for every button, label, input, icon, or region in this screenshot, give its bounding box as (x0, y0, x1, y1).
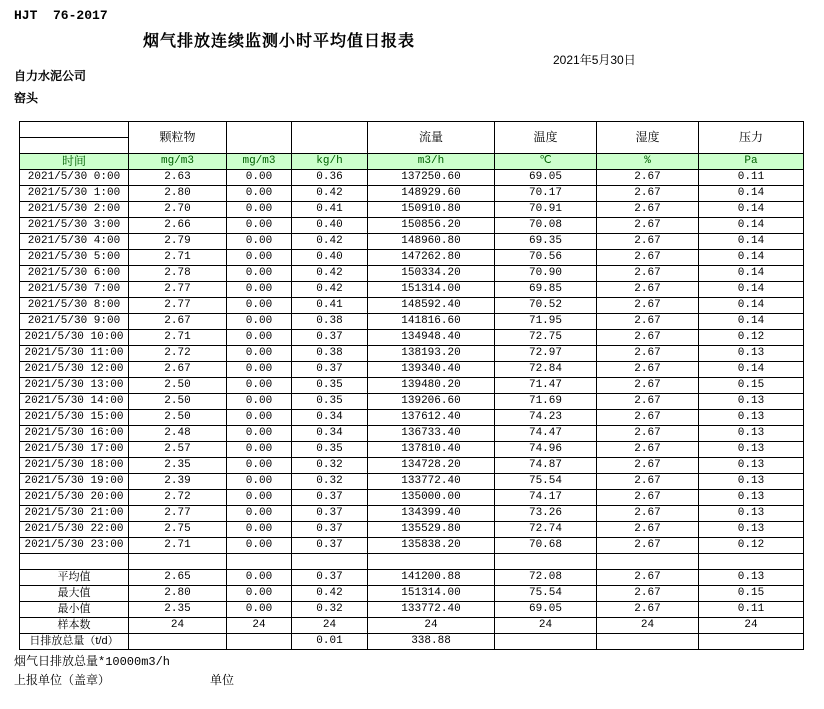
time-cell: 2021/5/30 5:00 (20, 250, 129, 266)
value-cell: 0.14 (699, 362, 804, 378)
unit-cell-time: 时间 (20, 154, 129, 170)
time-cell: 2021/5/30 13:00 (20, 378, 129, 394)
value-cell: 135000.00 (368, 490, 495, 506)
value-cell: 150334.20 (368, 266, 495, 282)
value-cell: 74.17 (495, 490, 597, 506)
data-row (20, 234, 804, 250)
value-cell: 338.88 (368, 634, 495, 650)
time-cell: 2021/5/30 15:00 (20, 410, 129, 426)
value-cell: 151314.00 (368, 586, 495, 602)
value-cell: 2.67 (129, 314, 227, 330)
value-cell: 2.50 (129, 394, 227, 410)
value-cell: 2.67 (597, 426, 699, 442)
value-cell: 2.50 (129, 410, 227, 426)
value-cell: 137250.60 (368, 170, 495, 186)
value-cell: 2.67 (597, 442, 699, 458)
value-cell: 0.00 (227, 170, 292, 186)
value-cell: 2.57 (129, 442, 227, 458)
value-cell: 70.56 (495, 250, 597, 266)
value-cell: 0.15 (699, 586, 804, 602)
value-cell: 0.41 (292, 298, 368, 314)
value-cell: 0.14 (699, 266, 804, 282)
value-cell: 2.67 (597, 522, 699, 538)
value-cell: 0.14 (699, 298, 804, 314)
time-cell: 2021/5/30 19:00 (20, 474, 129, 490)
value-cell: 0.32 (292, 602, 368, 618)
value-cell: 141200.88 (368, 570, 495, 586)
value-cell: 2.67 (597, 266, 699, 282)
value-cell: 74.47 (495, 426, 597, 442)
value-cell: 139480.20 (368, 378, 495, 394)
value-cell: 0.00 (227, 442, 292, 458)
value-cell: 2.77 (129, 506, 227, 522)
unit-cell-humidity: % (597, 154, 699, 170)
value-cell: 0.14 (699, 282, 804, 298)
value-cell: 0.00 (227, 458, 292, 474)
value-cell: 0.14 (699, 314, 804, 330)
data-row (20, 362, 804, 378)
value-cell: 2.67 (597, 234, 699, 250)
value-cell: 141816.60 (368, 314, 495, 330)
value-cell: 2.67 (597, 282, 699, 298)
value-cell: 2.67 (597, 314, 699, 330)
time-cell: 2021/5/30 21:00 (20, 506, 129, 522)
value-cell: 2.71 (129, 250, 227, 266)
data-row (20, 394, 804, 410)
value-cell: 2.78 (129, 266, 227, 282)
data-row (20, 458, 804, 474)
standard-code: HJT 76-2017 (14, 8, 108, 23)
value-cell: 2.67 (597, 490, 699, 506)
value-cell: 0.42 (292, 186, 368, 202)
value-cell: 0.35 (292, 442, 368, 458)
data-row (20, 426, 804, 442)
value-cell: 0.41 (292, 202, 368, 218)
value-cell: 24 (699, 618, 804, 634)
header-cell-pressure: 压力 (699, 122, 804, 154)
report-unit-label: 上报单位（盖章） (14, 673, 111, 687)
value-cell: 0.32 (292, 458, 368, 474)
value-cell: 2.67 (597, 394, 699, 410)
value-cell: 0.14 (699, 202, 804, 218)
value-cell: 0.37 (292, 506, 368, 522)
value-cell: 2.67 (597, 298, 699, 314)
summary-row (20, 570, 804, 586)
value-cell: 0.01 (292, 634, 368, 650)
value-cell (699, 634, 804, 650)
value-cell: 72.74 (495, 522, 597, 538)
data-row (20, 538, 804, 554)
value-cell: 0.00 (227, 266, 292, 282)
value-cell: 2.67 (597, 506, 699, 522)
data-row (20, 490, 804, 506)
value-cell: 0.13 (699, 522, 804, 538)
value-cell: 150910.80 (368, 202, 495, 218)
value-cell: 151314.00 (368, 282, 495, 298)
time-cell: 2021/5/30 0:00 (20, 170, 129, 186)
header-cell-flow: 流量 (368, 122, 495, 154)
value-cell (699, 554, 804, 570)
value-cell (227, 634, 292, 650)
value-cell: 71.95 (495, 314, 597, 330)
header-cell-blank-1 (227, 122, 292, 154)
value-cell: 0.00 (227, 586, 292, 602)
value-cell: 70.90 (495, 266, 597, 282)
value-cell: 2.66 (129, 218, 227, 234)
value-cell: 70.52 (495, 298, 597, 314)
data-row (20, 522, 804, 538)
unit-cell-particulate-conc: mg/m3 (129, 154, 227, 170)
value-cell: 70.91 (495, 202, 597, 218)
row-label-cell: 日排放总量（t/d） (20, 634, 129, 650)
data-row (20, 298, 804, 314)
value-cell: 0.00 (227, 186, 292, 202)
value-cell: 0.37 (292, 522, 368, 538)
value-cell: 0.15 (699, 378, 804, 394)
value-cell: 0.34 (292, 426, 368, 442)
value-cell: 134728.20 (368, 458, 495, 474)
value-cell: 70.08 (495, 218, 597, 234)
value-cell: 150856.20 (368, 218, 495, 234)
value-cell: 0.11 (699, 170, 804, 186)
value-cell: 24 (597, 618, 699, 634)
spacer-row (20, 554, 804, 570)
value-cell: 69.35 (495, 234, 597, 250)
data-row (20, 442, 804, 458)
time-cell: 2021/5/30 10:00 (20, 330, 129, 346)
value-cell: 0.00 (227, 298, 292, 314)
time-cell: 2021/5/30 12:00 (20, 362, 129, 378)
value-cell (227, 554, 292, 570)
value-cell: 0.36 (292, 170, 368, 186)
value-cell: 133772.40 (368, 474, 495, 490)
value-cell: 137612.40 (368, 410, 495, 426)
value-cell: 73.26 (495, 506, 597, 522)
value-cell: 0.00 (227, 474, 292, 490)
value-cell: 2.67 (597, 570, 699, 586)
header-cell-blank-2 (292, 122, 368, 154)
value-cell: 0.13 (699, 506, 804, 522)
value-cell: 0.37 (292, 538, 368, 554)
value-cell: 148592.40 (368, 298, 495, 314)
value-cell: 2.67 (597, 218, 699, 234)
unit-cell-pressure: Pa (699, 154, 804, 170)
unit-cell-conc-2: mg/m3 (227, 154, 292, 170)
time-cell: 2021/5/30 6:00 (20, 266, 129, 282)
unit-cell-rate: kg/h (292, 154, 368, 170)
value-cell: 2.67 (597, 410, 699, 426)
data-row (20, 346, 804, 362)
value-cell: 139206.60 (368, 394, 495, 410)
value-cell: 72.75 (495, 330, 597, 346)
time-cell: 2021/5/30 2:00 (20, 202, 129, 218)
value-cell: 0.13 (699, 346, 804, 362)
value-cell: 2.67 (597, 458, 699, 474)
row-label-cell: 最小值 (20, 602, 129, 618)
value-cell: 0.00 (227, 218, 292, 234)
time-cell: 2021/5/30 17:00 (20, 442, 129, 458)
value-cell: 2.80 (129, 586, 227, 602)
monitoring-point: 窑头 (14, 91, 39, 105)
value-cell: 0.35 (292, 394, 368, 410)
data-row (20, 218, 804, 234)
value-cell: 2.67 (597, 346, 699, 362)
summary-row (20, 602, 804, 618)
value-cell (495, 554, 597, 570)
value-cell: 24 (368, 618, 495, 634)
row-label-cell: 最大值 (20, 586, 129, 602)
value-cell: 2.79 (129, 234, 227, 250)
data-row (20, 186, 804, 202)
value-cell: 0.42 (292, 234, 368, 250)
time-cell: 2021/5/30 4:00 (20, 234, 129, 250)
value-cell: 75.54 (495, 586, 597, 602)
value-cell: 69.85 (495, 282, 597, 298)
value-cell: 70.68 (495, 538, 597, 554)
value-cell: 2.35 (129, 458, 227, 474)
value-cell: 133772.40 (368, 602, 495, 618)
unit-header-row (20, 154, 804, 170)
value-cell: 0.00 (227, 538, 292, 554)
summary-row (20, 618, 804, 634)
value-cell: 0.00 (227, 202, 292, 218)
value-cell: 24 (129, 618, 227, 634)
value-cell: 0.35 (292, 378, 368, 394)
time-cell: 2021/5/30 11:00 (20, 346, 129, 362)
value-cell (368, 554, 495, 570)
value-cell: 24 (227, 618, 292, 634)
data-row (20, 506, 804, 522)
report-date: 2021年5月30日 (553, 53, 636, 67)
value-cell: 2.72 (129, 490, 227, 506)
value-cell: 2.67 (597, 602, 699, 618)
value-cell: 75.54 (495, 474, 597, 490)
value-cell: 0.42 (292, 266, 368, 282)
value-cell: 0.00 (227, 426, 292, 442)
value-cell: 2.67 (597, 330, 699, 346)
time-cell: 2021/5/30 7:00 (20, 282, 129, 298)
value-cell: 0.00 (227, 250, 292, 266)
value-cell: 2.67 (597, 378, 699, 394)
value-cell: 2.67 (597, 202, 699, 218)
value-cell: 0.00 (227, 570, 292, 586)
data-row (20, 170, 804, 186)
value-cell: 2.35 (129, 602, 227, 618)
value-cell: 0.11 (699, 602, 804, 618)
value-cell: 0.37 (292, 570, 368, 586)
value-cell: 74.87 (495, 458, 597, 474)
value-cell: 0.00 (227, 394, 292, 410)
value-cell: 2.67 (597, 474, 699, 490)
value-cell: 0.13 (699, 426, 804, 442)
value-cell: 0.12 (699, 538, 804, 554)
value-cell: 2.67 (597, 362, 699, 378)
company-name: 自力水泥公司 (14, 69, 87, 83)
value-cell: 136733.40 (368, 426, 495, 442)
header-cell-temperature: 温度 (495, 122, 597, 154)
value-cell: 0.13 (699, 458, 804, 474)
value-cell: 0.32 (292, 474, 368, 490)
value-cell: 138193.20 (368, 346, 495, 362)
value-cell: 0.13 (699, 394, 804, 410)
value-cell: 0.13 (699, 570, 804, 586)
time-cell: 2021/5/30 3:00 (20, 218, 129, 234)
value-cell: 2.71 (129, 538, 227, 554)
value-cell: 0.14 (699, 250, 804, 266)
header-cell-time-bottom (20, 138, 129, 154)
value-cell: 137810.40 (368, 442, 495, 458)
value-cell: 2.67 (597, 586, 699, 602)
time-cell: 2021/5/30 20:00 (20, 490, 129, 506)
data-row (20, 314, 804, 330)
value-cell: 0.00 (227, 378, 292, 394)
value-cell: 148929.60 (368, 186, 495, 202)
value-cell (597, 634, 699, 650)
value-cell (292, 554, 368, 570)
time-cell: 2021/5/30 23:00 (20, 538, 129, 554)
value-cell: 134948.40 (368, 330, 495, 346)
value-cell: 0.00 (227, 330, 292, 346)
value-cell: 0.13 (699, 474, 804, 490)
data-row (20, 330, 804, 346)
time-cell: 2021/5/30 18:00 (20, 458, 129, 474)
time-cell: 2021/5/30 14:00 (20, 394, 129, 410)
data-row (20, 250, 804, 266)
value-cell: 2.75 (129, 522, 227, 538)
value-cell: 2.70 (129, 202, 227, 218)
time-cell: 2021/5/30 22:00 (20, 522, 129, 538)
value-cell: 0.42 (292, 282, 368, 298)
header-cell-time-top (20, 122, 129, 138)
value-cell: 0.00 (227, 282, 292, 298)
value-cell: 0.38 (292, 314, 368, 330)
value-cell: 24 (292, 618, 368, 634)
value-cell: 0.13 (699, 442, 804, 458)
time-cell: 2021/5/30 16:00 (20, 426, 129, 442)
value-cell: 2.50 (129, 378, 227, 394)
value-cell: 2.67 (597, 170, 699, 186)
value-cell: 134399.40 (368, 506, 495, 522)
value-cell: 2.67 (597, 250, 699, 266)
value-cell: 0.42 (292, 586, 368, 602)
value-cell: 0.00 (227, 602, 292, 618)
header-group-row (20, 122, 804, 138)
value-cell: 0.34 (292, 410, 368, 426)
value-cell: 139340.40 (368, 362, 495, 378)
time-cell (20, 554, 129, 570)
value-cell: 0.37 (292, 490, 368, 506)
value-cell: 2.77 (129, 282, 227, 298)
value-cell: 2.71 (129, 330, 227, 346)
value-cell: 2.72 (129, 346, 227, 362)
value-cell: 0.00 (227, 506, 292, 522)
data-row (20, 266, 804, 282)
value-cell: 24 (495, 618, 597, 634)
value-cell: 0.13 (699, 410, 804, 426)
value-cell: 0.12 (699, 330, 804, 346)
value-cell: 70.17 (495, 186, 597, 202)
data-row (20, 410, 804, 426)
value-cell: 0.00 (227, 362, 292, 378)
unit-cell-flow: m3/h (368, 154, 495, 170)
unit-label: 单位 (210, 673, 235, 687)
value-cell: 135838.20 (368, 538, 495, 554)
summary-row (20, 586, 804, 602)
value-cell: 0.40 (292, 250, 368, 266)
summary-row (20, 634, 804, 650)
value-cell: 0.00 (227, 522, 292, 538)
header-cell-humidity: 湿度 (597, 122, 699, 154)
report-table-body (20, 170, 804, 650)
value-cell: 72.97 (495, 346, 597, 362)
value-cell (495, 634, 597, 650)
value-cell: 0.14 (699, 218, 804, 234)
value-cell: 2.67 (597, 538, 699, 554)
value-cell: 2.63 (129, 170, 227, 186)
value-cell: 147262.80 (368, 250, 495, 266)
time-cell: 2021/5/30 1:00 (20, 186, 129, 202)
value-cell: 0.00 (227, 410, 292, 426)
value-cell: 0.00 (227, 314, 292, 330)
value-cell: 2.77 (129, 298, 227, 314)
value-cell: 0.00 (227, 490, 292, 506)
value-cell: 135529.80 (368, 522, 495, 538)
value-cell: 2.39 (129, 474, 227, 490)
value-cell: 148960.80 (368, 234, 495, 250)
value-cell: 69.05 (495, 170, 597, 186)
data-row (20, 474, 804, 490)
value-cell: 0.37 (292, 362, 368, 378)
row-label-cell: 平均值 (20, 570, 129, 586)
value-cell: 0.13 (699, 490, 804, 506)
value-cell: 0.00 (227, 346, 292, 362)
value-cell (597, 554, 699, 570)
value-cell: 2.67 (129, 362, 227, 378)
row-label-cell: 样本数 (20, 618, 129, 634)
value-cell (129, 554, 227, 570)
header-cell-particulate: 颗粒物 (129, 122, 227, 154)
value-cell: 72.08 (495, 570, 597, 586)
value-cell (129, 634, 227, 650)
value-cell: 2.65 (129, 570, 227, 586)
data-row (20, 378, 804, 394)
time-cell: 2021/5/30 9:00 (20, 314, 129, 330)
value-cell: 2.80 (129, 186, 227, 202)
value-cell: 0.00 (227, 234, 292, 250)
unit-cell-temperature: ℃ (495, 154, 597, 170)
report-title: 烟气排放连续监测小时平均值日报表 (143, 33, 416, 50)
value-cell: 69.05 (495, 602, 597, 618)
value-cell: 2.67 (597, 186, 699, 202)
value-cell: 0.37 (292, 330, 368, 346)
value-cell: 2.48 (129, 426, 227, 442)
value-cell: 72.84 (495, 362, 597, 378)
value-cell: 71.47 (495, 378, 597, 394)
value-cell: 0.40 (292, 218, 368, 234)
data-row (20, 202, 804, 218)
time-cell: 2021/5/30 8:00 (20, 298, 129, 314)
footer-note: 烟气日排放总量*10000m3/h (14, 655, 171, 669)
value-cell: 0.14 (699, 186, 804, 202)
value-cell: 0.38 (292, 346, 368, 362)
value-cell: 74.23 (495, 410, 597, 426)
value-cell: 71.69 (495, 394, 597, 410)
value-cell: 74.96 (495, 442, 597, 458)
report-table (19, 121, 804, 650)
data-row (20, 282, 804, 298)
value-cell: 0.14 (699, 234, 804, 250)
